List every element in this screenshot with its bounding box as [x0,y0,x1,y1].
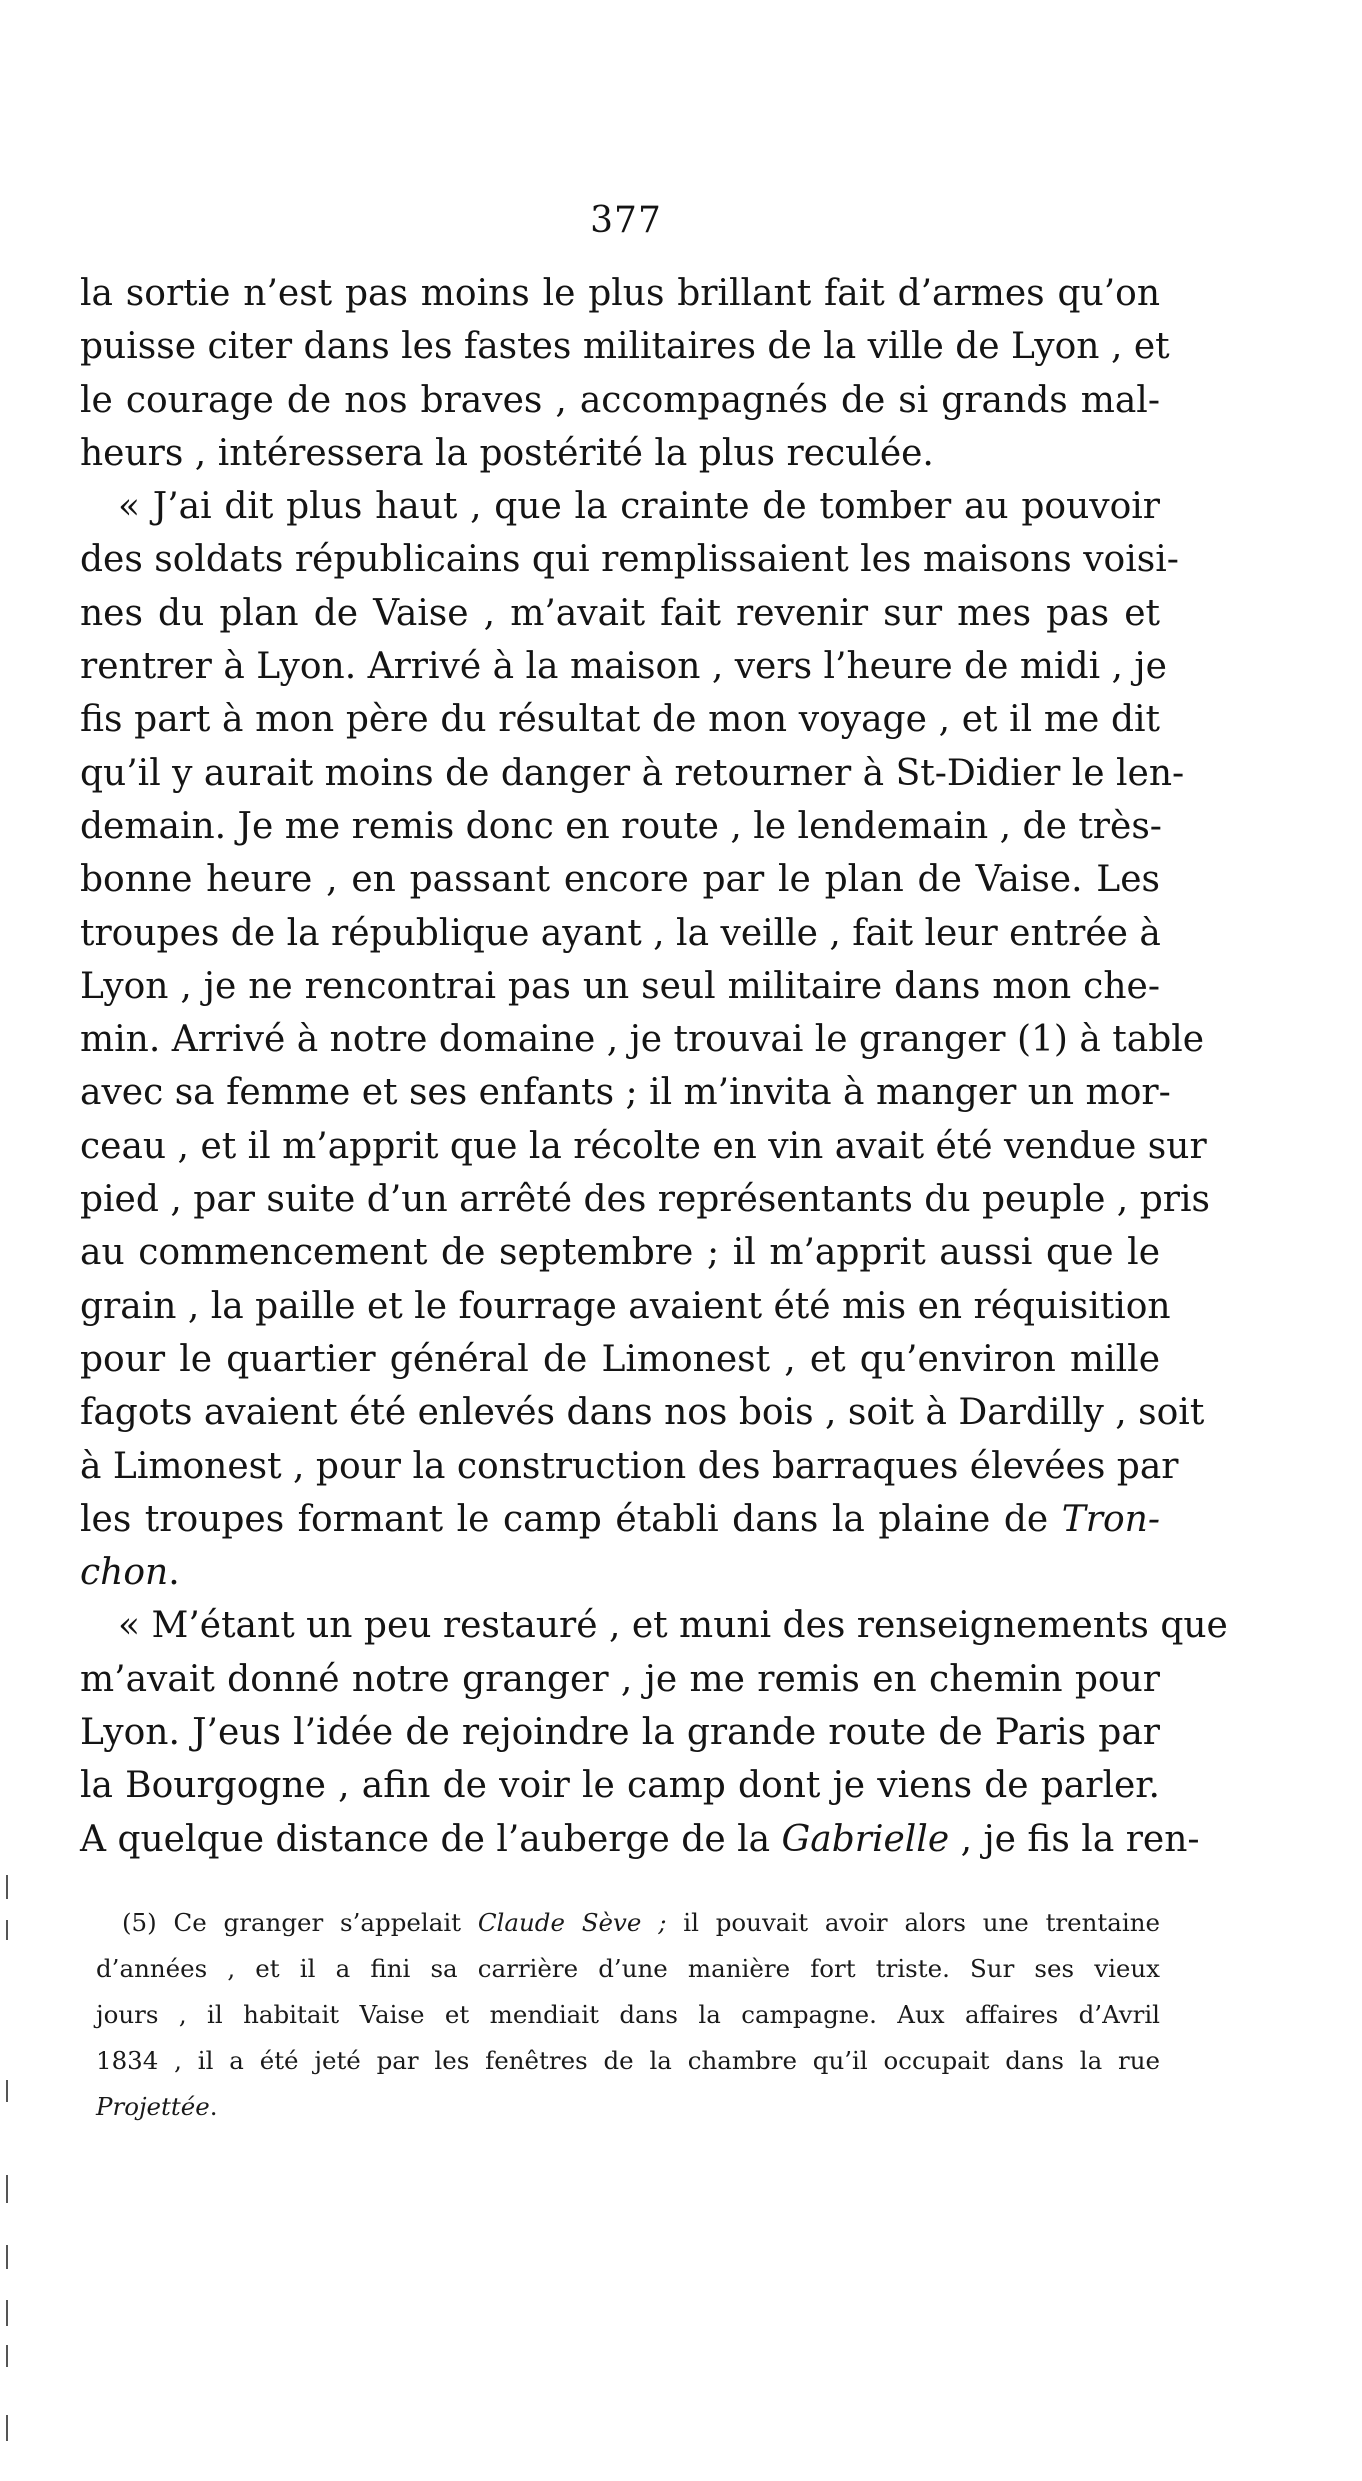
scan-mark [6,2175,8,2203]
scan-mark [6,2080,8,2102]
text-line: Lyon , je ne rencontrai pas un seul militaire dans mon che- [80,965,1160,1007]
scan-mark [6,1920,8,1940]
text-line: à Limonest , pour la construction des barraques élevées par [80,1445,1179,1487]
italic-word: Tron- [1061,1498,1160,1540]
text-line-content: , je fis la ren- [960,1818,1200,1860]
text-line: nes du plan de Vaise , m’avait fait revenir sur mes pas et [80,592,1160,634]
footnote-italic: Claude Sève ; [477,1908,667,1937]
text-line: heurs , intéressera la postérité la plus reculée. [80,432,934,474]
text-line: la Bourgogne , afin de voir le camp dont je viens de parler. [80,1765,1160,1807]
text-line: grain , la paille et le fourrage avaient été mis en réquisition [80,1285,1171,1327]
text-line: pour le quartier général de Limonest , et qu’environ mille [80,1338,1160,1380]
italic-word: Gabrielle [781,1818,950,1860]
page-number: 377 [590,200,662,241]
scan-mark [6,2245,8,2269]
footnote-line: d’années , et il a fini sa carrière d’une manière fort triste. Sur ses vieux [96,1954,1160,1983]
footnote-line: 1834 , il a été jeté par les fenêtres de la chambre qu’il occupait dans la rue [96,2046,1160,2075]
text-line: ceau , et il m’apprit que la récolte en vin avait été vendue sur [80,1125,1207,1167]
text-line: m’avait donné notre granger , je me remis en chemin pour [80,1658,1160,1700]
text-line [80,1493,1160,1546]
text-line: min. Arrivé à notre domaine , je trouvai le granger (1) à table [80,1019,1205,1061]
text-line: pied , par suite d’un arrêté des représentants du peuple , pris [80,1179,1210,1221]
footnote-text: (5) Ce granger s’appelait [122,1908,461,1937]
text-line: fis part à mon père du résultat de mon voyage , et il me dit [80,699,1160,741]
text-line-content: les troupes formant le camp établi dans la plaine de [80,1498,1049,1540]
text-line: la sortie n’est pas moins le plus brillant fait d’armes qu’on [80,273,1160,314]
footnote-line: jours , il habitait Vaise et mendiait dans la campagne. Aux affaires d’Avril [96,2000,1160,2029]
text-line [80,1813,1200,1866]
text-line: avec sa femme et ses enfants ; il m’invita à manger un mor- [80,1072,1171,1114]
footnote-text: il pouvait avoir alors une trentaine [683,1908,1160,1937]
text-line: qu’il y aurait moins de danger à retourner à St-Didier le len- [80,752,1185,794]
scan-mark [6,2345,8,2367]
text-line: rentrer à Lyon. Arrivé à la maison , vers l’heure de midi , je [80,646,1167,688]
punctuation: . [209,2092,218,2121]
scan-mark [6,1875,8,1899]
main-text [80,267,1228,1866]
punctuation: . [168,1552,180,1594]
text-line: fagots avaient été enlevés dans nos bois , soit à Dardilly , soit [80,1392,1205,1434]
text-line-content: A quelque distance de l’auberge de la [80,1818,771,1860]
text-line: bonne heure , en passant encore par le plan de Vaise. Les [80,859,1160,901]
scan-mark [6,2300,8,2326]
footnote [96,1900,1160,2130]
text-line: au commencement de septembre ; il m’apprit aussi que le [80,1232,1160,1274]
footnote-line [96,2084,1160,2130]
scan-mark [6,2415,8,2441]
footnote-italic: Projettée [96,2092,210,2121]
text-line: demain. Je me remis donc en route , le lendemain , de très- [80,805,1162,847]
text-line: « M’étant un peu restauré , et muni des renseignements que [118,1605,1228,1647]
italic-word: chon [80,1552,169,1594]
text-line: « J’ai dit plus haut , que la crainte de tomber au pouvoir [118,486,1160,528]
text-line [80,1546,1160,1599]
footnote-line [96,1900,1160,1946]
text-line: des soldats républicains qui remplissaient les maisons voisi- [80,539,1179,581]
text-line: troupes de la république ayant , la veille , fait leur entrée à [80,912,1161,954]
text-line: Lyon. J’eus l’idée de rejoindre la grande route de Paris par [80,1712,1160,1754]
text-line: puisse citer dans les fastes militaires de la ville de Lyon , et [80,326,1170,368]
text-line: le courage de nos braves , accompagnés de si grands mal- [80,379,1160,421]
